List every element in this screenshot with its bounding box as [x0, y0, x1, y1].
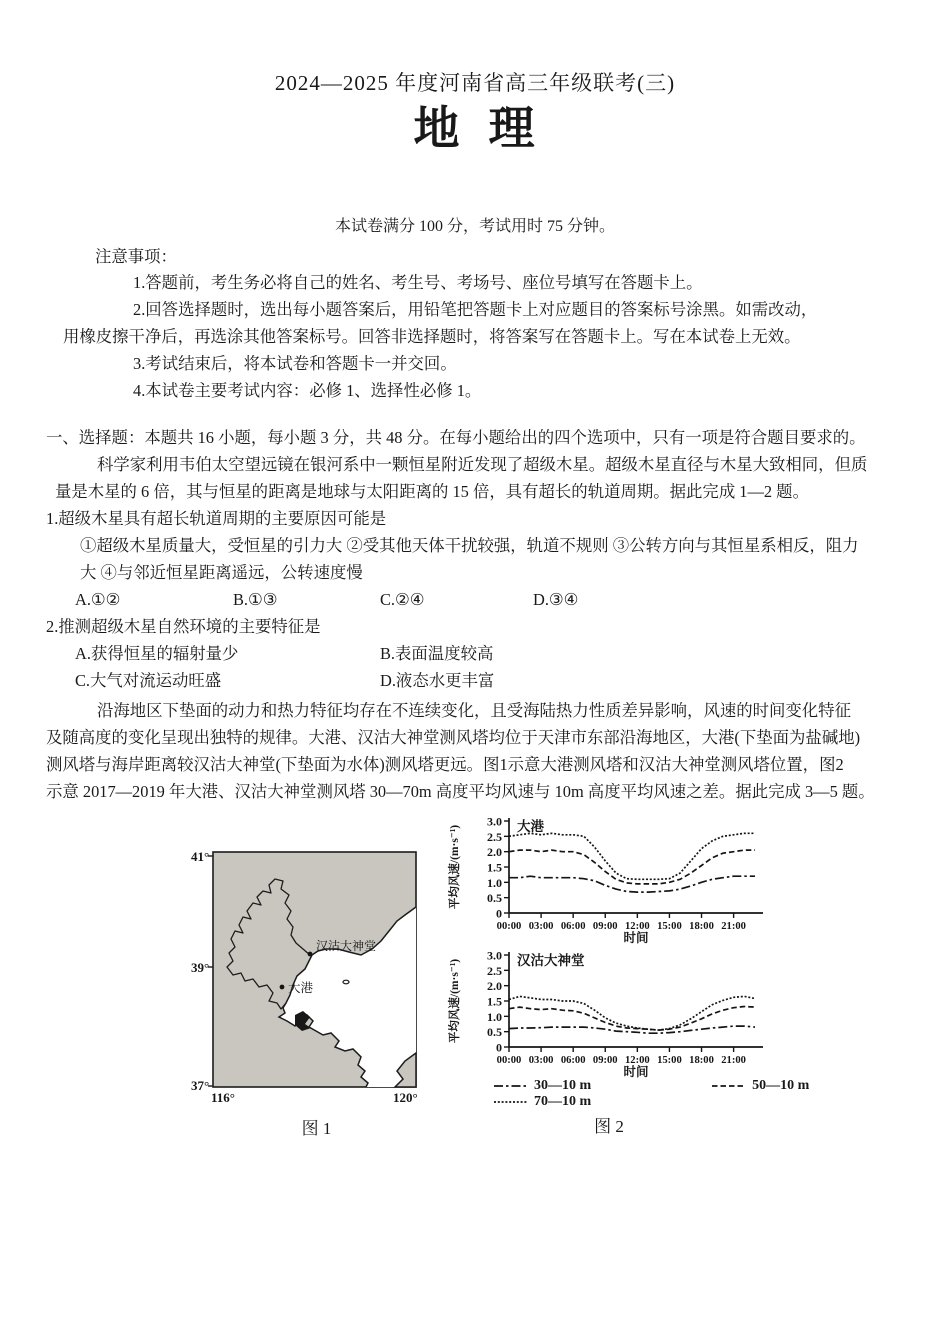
question-1-choice-d: D.③④ [533, 590, 579, 609]
hangu-dashentang-wind-speed-chart [447, 941, 771, 1087]
svg-text:0.5: 0.5 [487, 1025, 502, 1040]
svg-text:平均风速/(m·s⁻¹): 平均风速/(m·s⁻¹) [449, 824, 461, 910]
figure2-caption: 图 2 [594, 1117, 624, 1136]
exam-subtitle: 本试卷满分 100 分，考试用时 75 分钟。 [334, 218, 615, 235]
notice-line-3: 3.考试结束后，将本试卷和答题卡一并交回。 [133, 354, 457, 373]
series-70—10m [509, 996, 755, 1030]
svg-text:0.5: 0.5 [487, 891, 502, 906]
dagang-wind-speed-chart [447, 807, 771, 953]
q1-intro-line-1: 科学家利用韦伯太空望远镜在银河系中一颗恒星附近发现了超级木星。超级木星直径与木星大致相同，但质 [97, 455, 868, 474]
notice-heading: 注意事项： [95, 247, 177, 266]
svg-text:18:00: 18:00 [689, 1055, 714, 1066]
station-hangu-dashentang-label: 汉沽大神堂 [316, 939, 377, 953]
svg-text:1.5: 1.5 [487, 994, 502, 1009]
dashdot-line-swatch [493, 1082, 529, 1090]
svg-text:3.0: 3.0 [487, 814, 502, 829]
question-1-choice-b: B.①③ [233, 590, 278, 609]
question-2-choice-d: D.液态水更丰富 [380, 671, 495, 690]
station-dagang-label: 大港 [288, 981, 314, 995]
question-2-choice-b: B.表面温度较高 [380, 644, 494, 663]
svg-text:21:00: 21:00 [721, 921, 746, 932]
svg-text:1.5: 1.5 [487, 860, 502, 875]
figure2-legend [493, 1078, 810, 1110]
series-70—10m [509, 833, 755, 879]
notice-line-1: 1.答题前，考生务必将自己的姓名、考生号、考场号、座位号填写在答题卡上。 [133, 273, 703, 292]
section1-heading: 一、选择题：本题共 16 小题，每小题 3 分，共 48 分。在每小题给出的四个选项中，只有一项是符合题目要求的。 [46, 428, 866, 447]
notice-line-4: 4.本试卷主要考试内容：必修 1、选择性必修 1。 [133, 381, 482, 400]
passage2-line-3: 测风塔与海岸距离较汉沽大神堂(下垫面为水体)测风塔更远。图1示意大港测风塔和汉沽大神堂测风塔位置，图2 [46, 755, 844, 774]
question-1-choice-c: C.②④ [380, 590, 425, 609]
svg-text:大港: 大港 [517, 819, 544, 834]
q1-intro-line-2: 量是木星的 6 倍，其与恒星的距离是地球与太阳距离的 15 倍，具有超长的轨道周期。据此完成 1—2 题。 [55, 482, 809, 501]
svg-text:18:00: 18:00 [689, 921, 714, 932]
svg-text:3.0: 3.0 [487, 948, 502, 963]
legend-label-70-10m: 70—10 m [534, 1094, 592, 1109]
question-1-options-line-1: ①超级木星质量大，受恒星的引力大 ②受其他天体干扰较强，轨道不规则 ③公转方向与其恒星系相反，阻力 [80, 536, 859, 555]
svg-text:12:00: 12:00 [624, 921, 650, 932]
passage2-line-2: 及随高度的变化呈现出独特的规律。大港、汉沽大神堂测风塔均位于天津市东部沿海地区，大港(下垫面为盐碱地) [46, 728, 861, 747]
station-hangu-dashentang-marker [308, 952, 313, 957]
figure1-caption: 图 1 [301, 1119, 332, 1138]
map-lon-label-116: 116° [211, 1090, 235, 1105]
map-lat-label-39: 39° [191, 960, 210, 975]
dashed-line-swatch [711, 1082, 747, 1090]
notice-line-2b: 用橡皮擦干净后，再选涂其他答案标号。回答非选择题时，将答案写在答题卡上。写在本试卷上无效。 [63, 327, 801, 346]
svg-text:平均风速/(m·s⁻¹): 平均风速/(m·s⁻¹) [449, 958, 461, 1044]
svg-text:15:00: 15:00 [657, 1055, 682, 1066]
legend-label-30-10m: 30—10 m [534, 1078, 592, 1093]
figure1-location-map [183, 845, 441, 1107]
svg-text:00:00: 00:00 [496, 1055, 522, 1066]
map-lat-label-41: 41° [191, 849, 210, 864]
map-lat-label-37: 37° [191, 1078, 210, 1093]
passage2-line-1: 沿海地区下垫面的动力和热力特征均存在不连续变化，且受海陆热力性质差异影响，风速的时间变化特征 [97, 701, 851, 720]
svg-text:1.0: 1.0 [487, 1009, 502, 1024]
svg-text:时间: 时间 [623, 931, 649, 945]
svg-text:时间: 时间 [623, 1065, 649, 1079]
station-dagang-marker [280, 985, 285, 990]
map-lon-label-120: 120° [393, 1090, 418, 1105]
question-1-choice-a: A.①② [75, 590, 121, 609]
legend-item-30-10m [493, 1078, 591, 1094]
subject-title: 地 理 [413, 103, 537, 154]
svg-text:06:00: 06:00 [560, 1055, 586, 1066]
svg-text:03:00: 03:00 [528, 1055, 554, 1066]
svg-text:03:00: 03:00 [528, 921, 554, 932]
svg-text:2.0: 2.0 [487, 979, 502, 994]
svg-text:12:00: 12:00 [624, 1055, 650, 1066]
legend-label-50-10m: 50—10 m [752, 1078, 810, 1093]
svg-text:汉沽大神堂: 汉沽大神堂 [517, 953, 585, 968]
dotted-line-swatch [493, 1098, 529, 1106]
legend-item-70-10m [493, 1094, 591, 1110]
svg-text:09:00: 09:00 [592, 1055, 618, 1066]
passage2-line-4: 示意 2017—2019 年大港、汉沽大神堂测风塔 30—70m 高度平均风速与 10m 高度平均风速之差。据此完成 3—5 题。 [46, 782, 875, 801]
svg-text:06:00: 06:00 [560, 921, 586, 932]
svg-text:2.5: 2.5 [487, 829, 502, 844]
svg-text:2.5: 2.5 [487, 963, 502, 978]
svg-text:1.0: 1.0 [487, 875, 502, 890]
svg-text:2.0: 2.0 [487, 845, 502, 860]
question-2-stem: 2.推测超级木星自然环境的主要特征是 [46, 617, 321, 636]
question-1-stem: 1.超级木星具有超长轨道周期的主要原因可能是 [46, 509, 387, 528]
question-1-options-line-2: 大 ④与邻近恒星距离遥远，公转速度慢 [80, 563, 363, 582]
notice-line-2: 2.回答选择题时，选出每小题答案后，用铅笔把答题卡上对应题目的答案标号涂黑。如需改动， [133, 300, 818, 319]
svg-text:09:00: 09:00 [592, 921, 618, 932]
legend-item-50-10m [711, 1078, 809, 1094]
question-2-choice-a: A.获得恒星的辐射量少 [75, 644, 239, 663]
exam-title: 2024—2025 年度河南省高三年级联考(三) [274, 71, 676, 95]
svg-text:00:00: 00:00 [496, 921, 522, 932]
svg-text:0: 0 [496, 1040, 502, 1055]
question-2-choice-c: C.大气对流运动旺盛 [75, 671, 222, 690]
svg-text:0: 0 [496, 906, 502, 921]
svg-text:15:00: 15:00 [657, 921, 682, 932]
svg-text:21:00: 21:00 [721, 1055, 746, 1066]
